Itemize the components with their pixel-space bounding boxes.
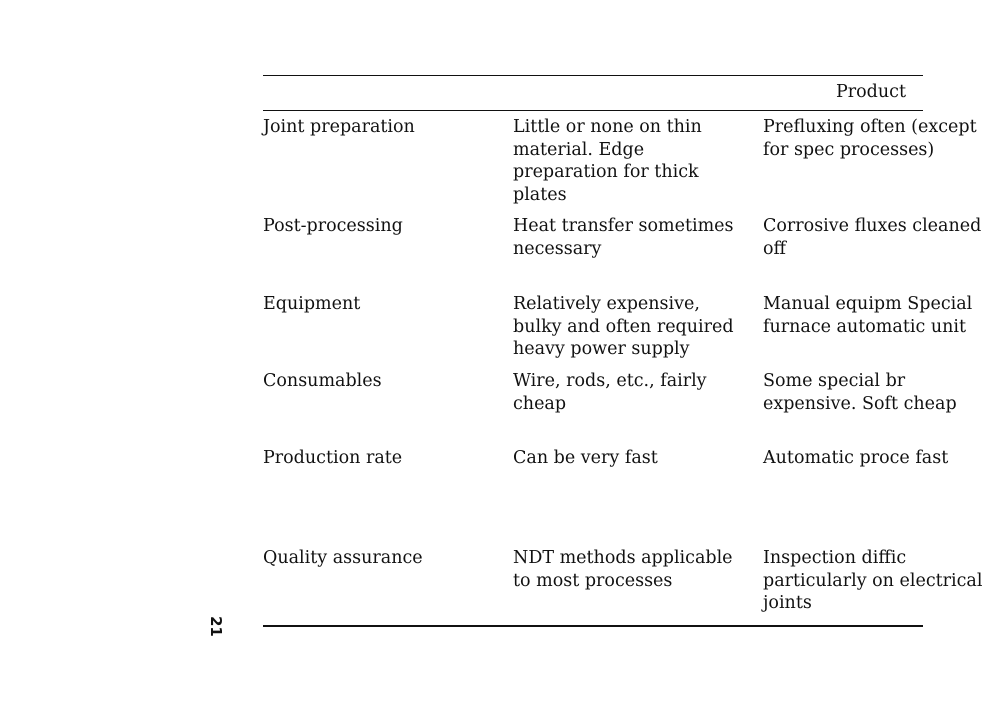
table-cell: Corrosive fluxes cleaned off (763, 216, 982, 259)
table-cell: Some special br expensive. Soft cheap (763, 371, 957, 414)
table-cell: Relatively expensive, bulky and often required heavy power supply (513, 294, 734, 360)
table-cell: NDT methods applicable to most processes (513, 548, 733, 591)
table-bottom-rule (263, 625, 923, 627)
table-cell: Heat transfer sometimes necessary (513, 216, 734, 259)
table-top-rule (263, 75, 923, 76)
table-cell: Inspection diffic particularly on electrical joints (763, 548, 983, 614)
table-cell: Little or none on thin material. Edge preparation for thick plates (513, 117, 702, 206)
page-number: 21 (207, 616, 225, 637)
row-label: Equipment (263, 294, 361, 314)
row-label: Post-processing (263, 216, 403, 236)
row-label: Joint preparation (263, 117, 415, 137)
table-cell: Prefluxing often (except for spec processes) (763, 117, 977, 160)
table-column-group-header: Product (836, 82, 906, 102)
table-cell: Can be very fast (513, 448, 658, 468)
row-label: Quality assurance (263, 548, 423, 568)
table-cell: Automatic proce fast (763, 448, 949, 468)
table-cell: Manual equipm Special furnace automatic unit (763, 294, 973, 337)
table-header-rule (263, 110, 923, 111)
table-cell: Wire, rods, etc., fairly cheap (513, 371, 707, 414)
row-label: Consumables (263, 371, 382, 391)
row-label: Production rate (263, 448, 403, 468)
